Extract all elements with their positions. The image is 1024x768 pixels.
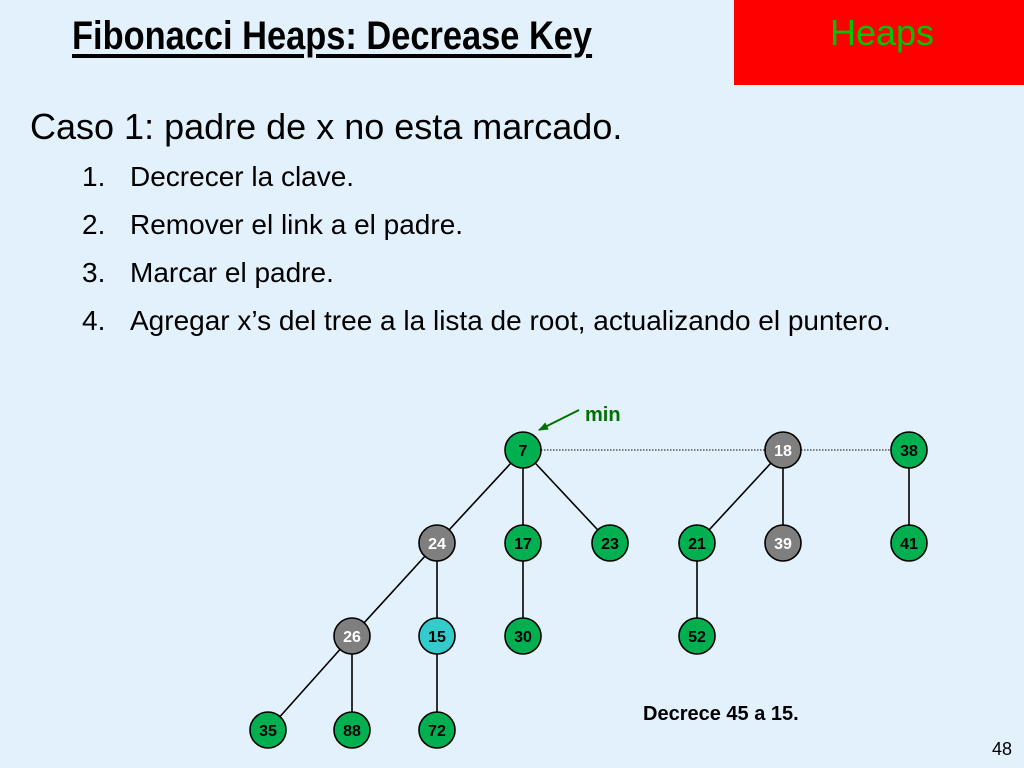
heap-node-key: 88 bbox=[343, 723, 361, 740]
step-number: 3. bbox=[82, 257, 106, 288]
step-number: 4. bbox=[82, 305, 106, 336]
heap-node-key: 7 bbox=[518, 443, 528, 460]
tree-edge bbox=[437, 450, 523, 543]
step-text: Agregar x’s del tree a la lista de root, actualizando el puntero. bbox=[130, 305, 891, 336]
heap-node-key: 15 bbox=[428, 629, 446, 646]
step-text: Remover el link a el padre. bbox=[130, 209, 464, 240]
heap-node-key: 72 bbox=[428, 723, 446, 740]
heap-node-key: 52 bbox=[688, 629, 706, 646]
case-heading: Caso 1: padre de x no esta marcado. bbox=[30, 106, 623, 147]
heap-node-38 bbox=[891, 432, 927, 468]
tree-edge bbox=[352, 543, 437, 636]
heap-node-key: 17 bbox=[514, 536, 532, 553]
heap-node-21 bbox=[679, 525, 715, 561]
heap-node-30 bbox=[505, 618, 541, 654]
heap-node-15 bbox=[419, 618, 455, 654]
topic-tag-label: Heaps bbox=[829, 12, 935, 53]
heap-node-7 bbox=[505, 432, 541, 468]
heap-node-key: 35 bbox=[259, 723, 277, 740]
heap-node-key: 24 bbox=[428, 536, 446, 553]
step-number: 2. bbox=[82, 209, 106, 240]
heap-node-18 bbox=[765, 432, 801, 468]
heap-node-17 bbox=[505, 525, 541, 561]
heap-node-35 bbox=[250, 712, 286, 748]
heap-node-52 bbox=[679, 618, 715, 654]
heap-node-41 bbox=[891, 525, 927, 561]
heap-node-key: 26 bbox=[343, 629, 361, 646]
step-text: Marcar el padre. bbox=[130, 257, 334, 288]
slide-title: Fibonacci Heaps: Decrease Key bbox=[72, 14, 593, 58]
heap-node-key: 30 bbox=[514, 629, 532, 646]
heap-node-key: 38 bbox=[900, 443, 918, 460]
heap-node-39 bbox=[765, 525, 801, 561]
heap-node-24 bbox=[419, 525, 455, 561]
heap-node-key: 23 bbox=[601, 536, 619, 553]
heap-node-key: 21 bbox=[688, 536, 706, 553]
heap-node-88 bbox=[334, 712, 370, 748]
tree-edge bbox=[697, 450, 783, 543]
page-number: 48 bbox=[991, 739, 1012, 759]
heap-node-23 bbox=[592, 525, 628, 561]
heap-node-72 bbox=[419, 712, 455, 748]
heap-node-key: 18 bbox=[774, 443, 792, 460]
step-number: 1. bbox=[82, 161, 106, 192]
tree-edge bbox=[523, 450, 610, 543]
tree-edge bbox=[268, 636, 352, 730]
min-pointer-label: min bbox=[585, 404, 621, 426]
heap-node-26 bbox=[334, 618, 370, 654]
heap-node-key: 39 bbox=[774, 536, 792, 553]
decrease-caption: Decrece 45 a 15. bbox=[643, 703, 799, 725]
step-text: Decrecer la clave. bbox=[130, 161, 355, 192]
min-pointer-arrow bbox=[539, 410, 579, 430]
heap-node-key: 41 bbox=[900, 536, 918, 553]
